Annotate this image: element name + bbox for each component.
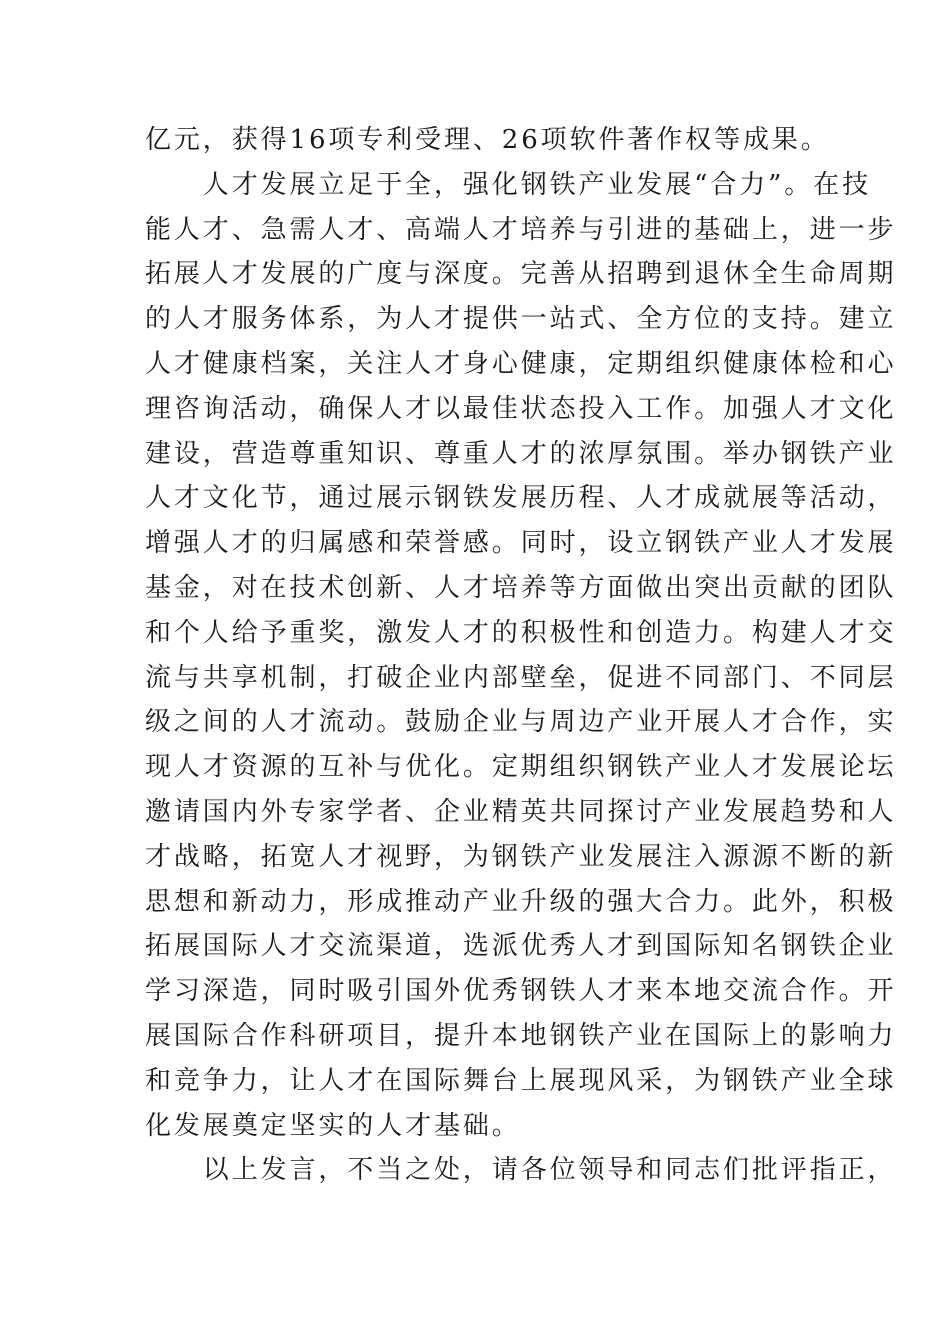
text-line: 学习深造，同时吸引国外优秀钢铁人才来本地交流合作。开 [145, 976, 897, 1007]
text-line: 理咨询活动，确保人才以最佳状态投入工作。加强人才文化 [145, 393, 897, 424]
body-text [145, 118, 897, 1193]
text-line: 人才健康档案，关注人才身心健康，定期组织健康体检和心 [145, 348, 897, 379]
text-line: 增强人才的归属感和荣誉感。同时，设立钢铁产业人才发展 [145, 528, 897, 559]
text-line: 思想和新动力，形成推动产业升级的强大合力。此外，积极 [145, 886, 897, 917]
text-line: 和竞争力，让人才在国际舞台上展现风采，为钢铁产业全球 [145, 1065, 897, 1096]
text-line: 基金，对在技术创新、人才培养等方面做出突出贡献的团队 [145, 572, 897, 603]
text-line: 展国际合作科研项目，提升本地钢铁产业在国际上的影响力 [145, 1020, 897, 1051]
text-line: 人才发展立足于全，强化钢铁产业发展“合力”。在技 [145, 169, 871, 200]
text-line: 亿元，获得16项专利受理、26项软件著作权等成果。 [145, 125, 830, 155]
text-line: 人才文化节，通过展示钢铁发展历程、人才成就展等活动， [145, 483, 897, 514]
text-line: 以上发言，不当之处，请各位领导和同志们批评指正， [145, 1155, 897, 1186]
text-line: 和个人给予重奖，激发人才的积极性和创造力。构建人才交 [145, 617, 897, 648]
text-line: 邀请国内外专家学者、企业精英共同探讨产业发展趋势和人 [145, 796, 897, 827]
text-line: 的人才服务体系，为人才提供一站式、全方位的支持。建立 [145, 304, 897, 335]
text-line: 级之间的人才流动。鼓励企业与周边产业开展人才合作，实 [145, 707, 897, 738]
text-line: 建设，营造尊重知识、尊重人才的浓厚氛围。举办钢铁产业 [145, 438, 897, 469]
text-line: 化发展奠定坚实的人才基础。 [145, 1110, 521, 1141]
text-line: 能人才、急需人才、高端人才培养与引进的基础上，进一步 [145, 214, 897, 245]
text-line: 现人才资源的互补与优化。定期组织钢铁产业人才发展论坛 [145, 752, 897, 783]
text-line: 拓展国际人才交流渠道，选派优秀人才到国际知名钢铁企业 [145, 931, 897, 962]
text-line: 才战略，拓宽人才视野，为钢铁产业发展注入源源不断的新 [145, 841, 897, 872]
text-line: 流与共享机制，打破企业内部壁垒，促进不同部门、不同层 [145, 662, 897, 693]
text-line: 拓展人才发展的广度与深度。完善从招聘到退休全生命周期 [145, 259, 897, 290]
